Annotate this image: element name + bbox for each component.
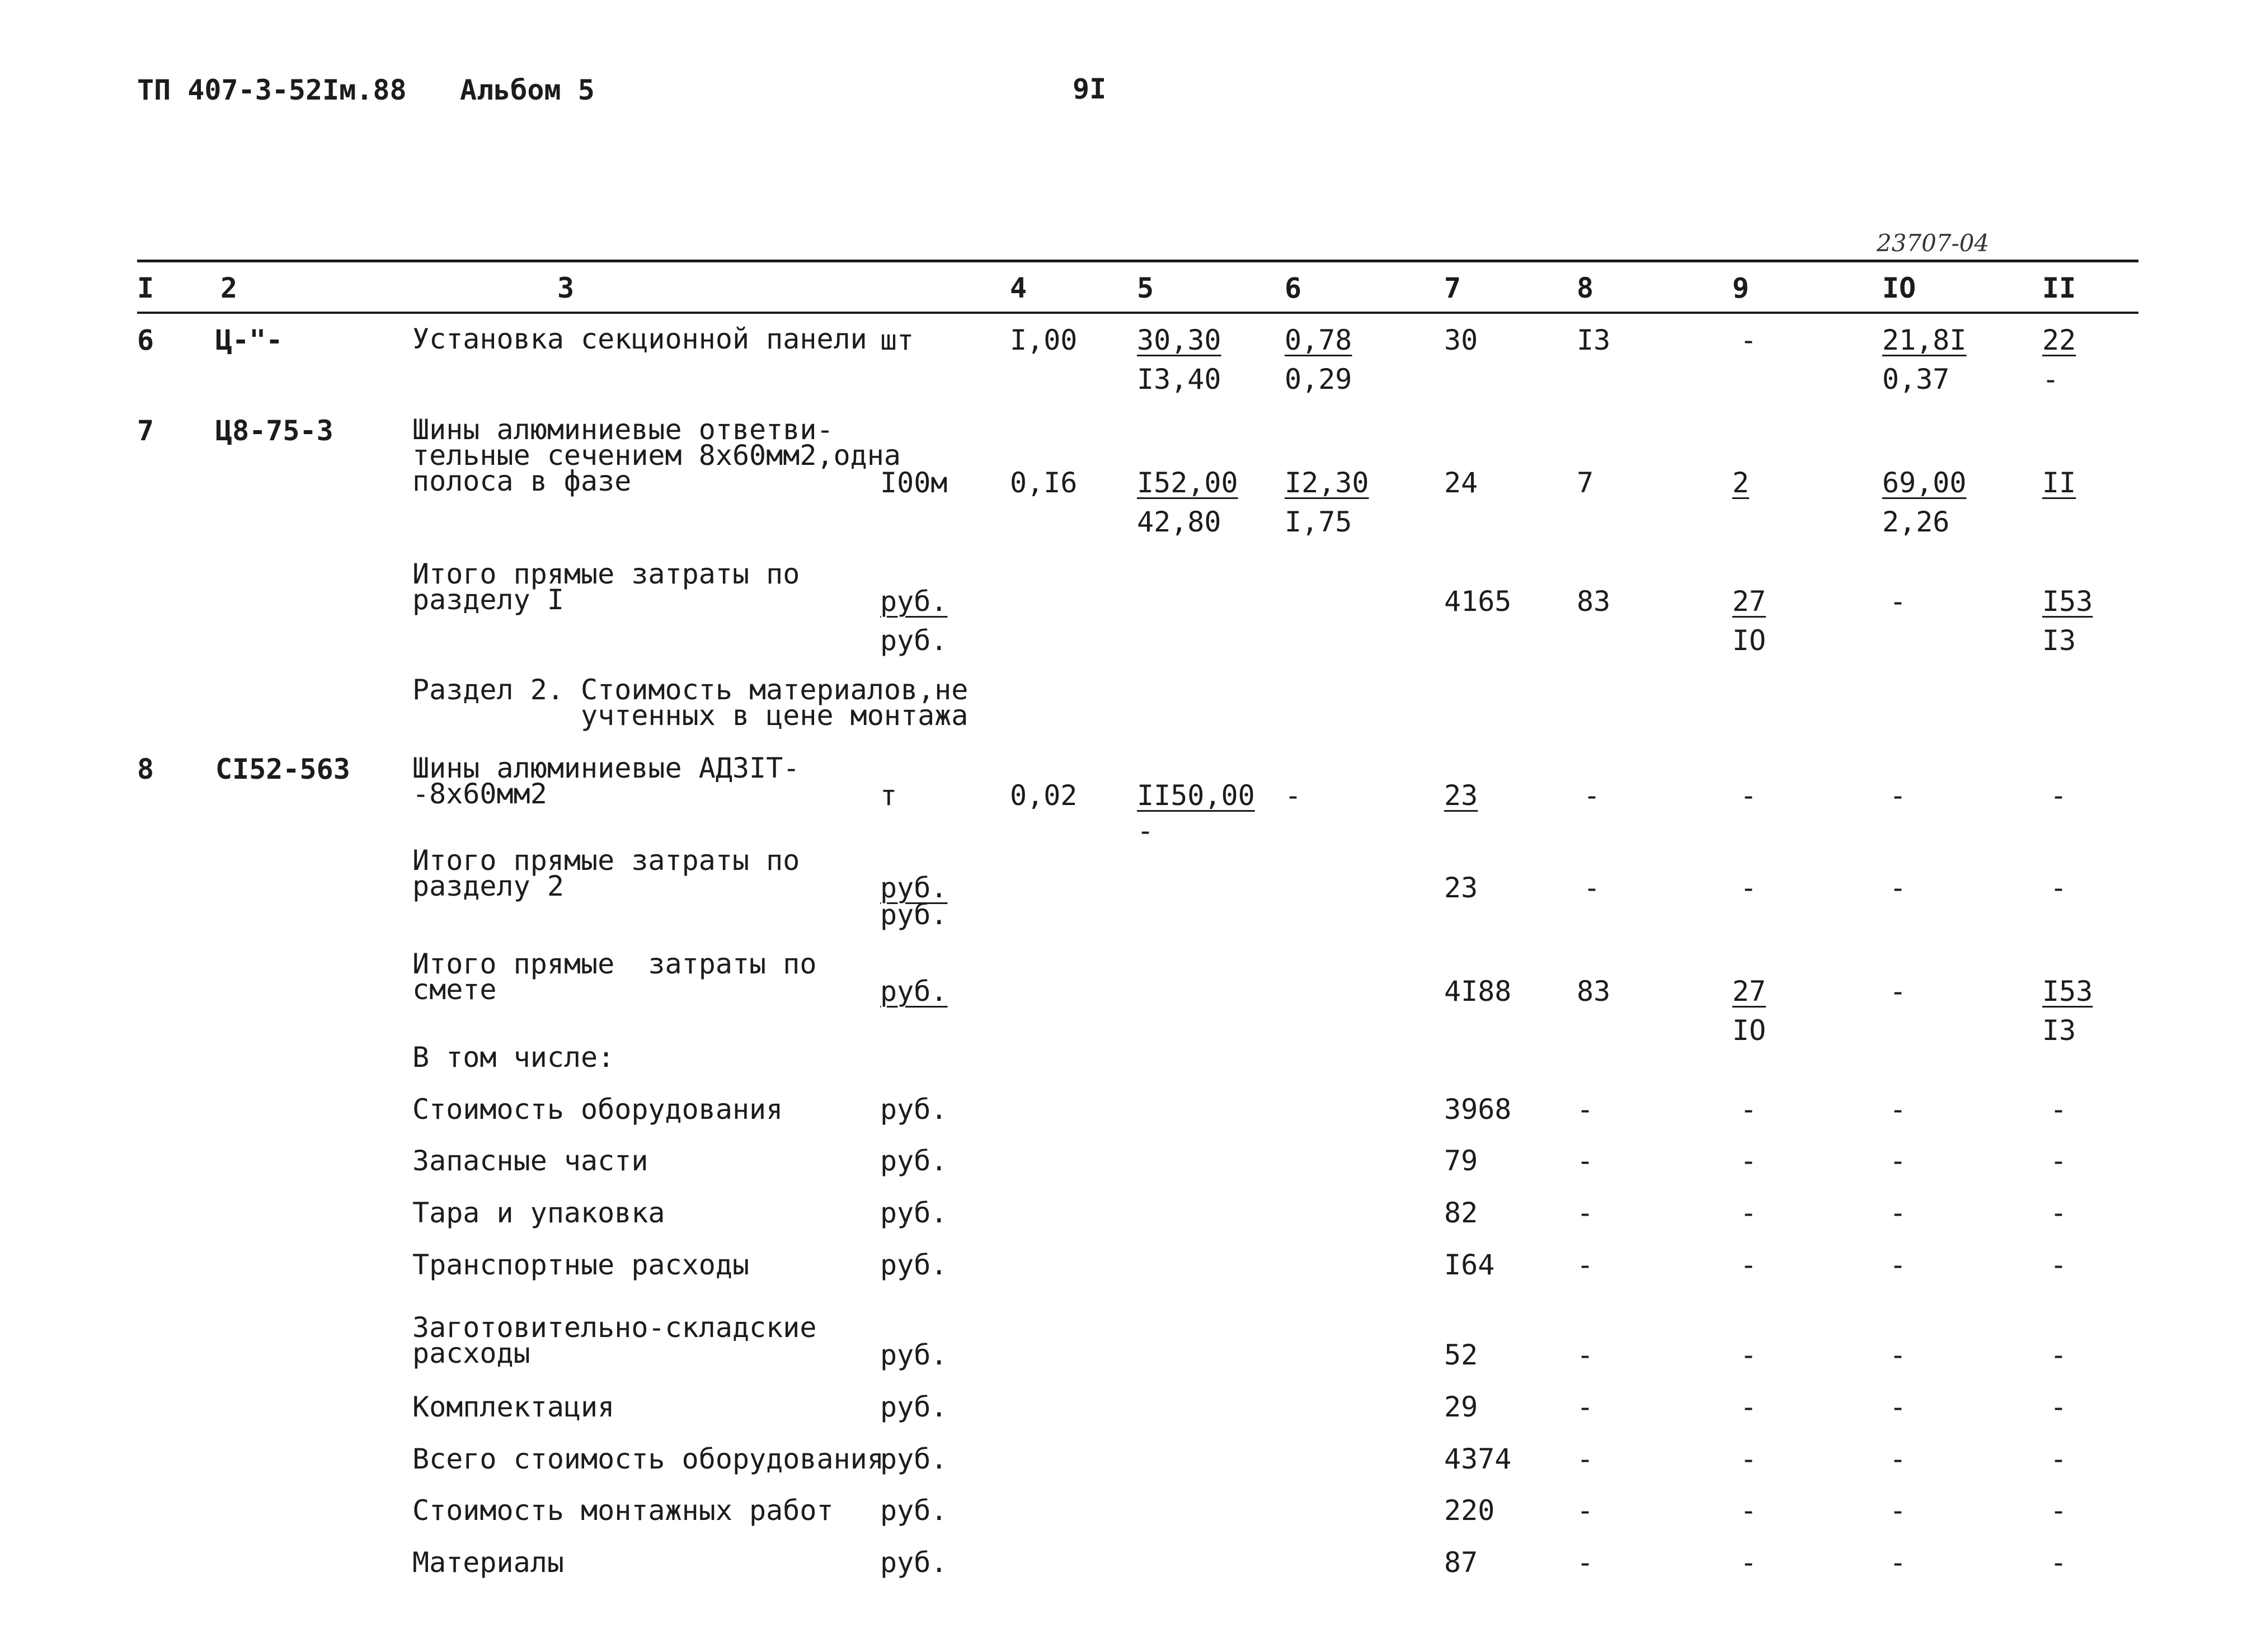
row-number: 8 <box>137 753 154 785</box>
unit: руб. <box>880 1443 948 1475</box>
item-name: Материалы <box>412 1546 564 1579</box>
col8-value: 7 <box>1577 467 1594 499</box>
col6-value: - <box>1285 779 1302 812</box>
document-code: ТП 407-3-52Iм.88 <box>137 74 407 106</box>
col9-value: - <box>1740 1391 1757 1423</box>
col10-value: - <box>1889 1249 1907 1281</box>
column-header: IO <box>1882 272 1916 304</box>
col10-value: - <box>1889 1339 1907 1371</box>
item-name: Транспортные расходы <box>412 1249 750 1281</box>
col10-value: - <box>1889 1093 1907 1126</box>
col10-value: - <box>1889 585 1907 618</box>
col8-value: 83 <box>1577 585 1611 618</box>
col7-value: 29 <box>1444 1391 1478 1423</box>
col6-subvalue: 0,29 <box>1285 363 1352 396</box>
col10-subvalue: 2,26 <box>1882 506 1950 538</box>
col6-subvalue: I,75 <box>1285 506 1352 538</box>
col5-subvalue: - <box>1137 815 1154 847</box>
col8-value: - <box>1583 779 1601 812</box>
unit: руб. <box>880 1494 948 1527</box>
col8-value: - <box>1577 1494 1594 1527</box>
col9-value: - <box>1740 1249 1757 1281</box>
item-name: Шины алюминиевые АДЗIТ- -8х60мм2 <box>412 752 800 810</box>
item-name: Всего стоимость оборудования <box>412 1443 884 1475</box>
column-header: II <box>2042 272 2076 304</box>
col11-value: - <box>2050 1443 2067 1475</box>
col11-value: II <box>2042 467 2076 499</box>
column-header: 9 <box>1732 272 1750 304</box>
col7-value: 52 <box>1444 1339 1478 1371</box>
col10-subvalue: 0,37 <box>1882 363 1950 396</box>
col8-value: - <box>1583 872 1601 904</box>
col8-value: 83 <box>1577 975 1611 1008</box>
col9-value: - <box>1740 1494 1757 1527</box>
col8-value: - <box>1577 1546 1594 1579</box>
col11-value: I53 <box>2042 585 2093 618</box>
col11-subvalue: I3 <box>2042 624 2076 657</box>
col9-value: - <box>1740 324 1757 356</box>
col9-value: - <box>1740 1093 1757 1126</box>
col10-value: 69,00 <box>1882 467 1967 499</box>
col11-value: - <box>2050 1494 2067 1527</box>
rate-code: Ц-"- <box>215 324 283 356</box>
col7-value: 79 <box>1444 1145 1478 1177</box>
col8-value: - <box>1577 1339 1594 1371</box>
col9-value: 27 <box>1732 585 1766 618</box>
column-header: I <box>137 272 154 304</box>
unit: шт <box>880 324 914 356</box>
section-heading: В том числе: <box>412 1041 615 1074</box>
col10-value: - <box>1889 1494 1907 1527</box>
col10-value: - <box>1889 1546 1907 1579</box>
item-name: Стоимость монтажных работ <box>412 1494 834 1527</box>
item-name: Стоимость оборудования <box>412 1093 783 1126</box>
column-header: 4 <box>1010 272 1027 304</box>
col10-value: 21,8I <box>1882 324 1967 356</box>
page-number: 9I <box>1073 73 1107 105</box>
col11-value: - <box>2050 1249 2067 1281</box>
rate-code: СI52-563 <box>215 753 350 785</box>
col5-subvalue: 42,80 <box>1137 506 1221 538</box>
col6-value: 0,78 <box>1285 324 1352 356</box>
col5-subvalue: I3,40 <box>1137 363 1221 396</box>
col7-value: 30 <box>1444 324 1478 356</box>
col8-value: - <box>1577 1197 1594 1229</box>
col10-value: - <box>1889 1197 1907 1229</box>
col11-value: - <box>2050 1339 2067 1371</box>
column-header: 5 <box>1137 272 1154 304</box>
column-header: 8 <box>1577 272 1594 304</box>
col9-value: - <box>1740 1197 1757 1229</box>
col11-value: - <box>2050 1093 2067 1126</box>
col5-value: I52,00 <box>1137 467 1238 499</box>
col9-value: 2 <box>1732 467 1750 499</box>
col7-value: 220 <box>1444 1494 1495 1527</box>
col10-value: - <box>1889 1391 1907 1423</box>
unit: т <box>880 779 897 812</box>
item-name: Комплектация <box>412 1391 615 1423</box>
col9-value: 27 <box>1732 975 1766 1008</box>
unit: I00м <box>880 467 948 499</box>
row-number: 7 <box>137 415 154 447</box>
col5-value: 30,30 <box>1137 324 1221 356</box>
rate-code: Ц8-75-3 <box>215 415 333 447</box>
item-name: Установка секционной панели <box>412 323 867 355</box>
col10-value: - <box>1889 779 1907 812</box>
col7-value: 4I88 <box>1444 975 1512 1008</box>
item-name: Тара и упаковка <box>412 1197 665 1229</box>
col10-value: - <box>1889 975 1907 1008</box>
col11-value: - <box>2050 1145 2067 1177</box>
col11-subvalue: - <box>2042 363 2060 396</box>
col11-value: - <box>2050 1391 2067 1423</box>
col8-value: - <box>1577 1443 1594 1475</box>
col8-value: - <box>1577 1145 1594 1177</box>
col11-value: I53 <box>2042 975 2093 1008</box>
row-number: 6 <box>137 324 154 356</box>
unit: руб. <box>880 1546 948 1579</box>
col11-value: - <box>2050 872 2067 904</box>
column-header: 3 <box>557 272 575 304</box>
unit: руб. <box>880 624 948 657</box>
col7-value: 23 <box>1444 779 1478 812</box>
column-header: 2 <box>220 272 238 304</box>
album-label: Альбом 5 <box>460 74 595 106</box>
col9-value: - <box>1740 779 1757 812</box>
col11-value: - <box>2050 779 2067 812</box>
col7-value: 82 <box>1444 1197 1478 1229</box>
archive-stamp: 23707-04 <box>1877 229 1990 257</box>
col7-value: I64 <box>1444 1249 1495 1281</box>
col11-value: 22 <box>2042 324 2076 356</box>
item-name: Запасные части <box>412 1145 648 1177</box>
col11-value: - <box>2050 1546 2067 1579</box>
col9-value: - <box>1740 1145 1757 1177</box>
header-bottom-rule <box>137 312 2138 314</box>
col7-value: 4165 <box>1444 585 1512 618</box>
col9-value: - <box>1740 1443 1757 1475</box>
quantity: I,00 <box>1010 324 1078 356</box>
quantity: 0,I6 <box>1010 467 1078 499</box>
column-header: 7 <box>1444 272 1461 304</box>
col8-value: I3 <box>1577 324 1611 356</box>
col9-value: - <box>1740 1339 1757 1371</box>
col5-value: II50,00 <box>1137 779 1255 812</box>
unit: руб. <box>880 1339 948 1371</box>
item-name: Шины алюминиевые ответви- тельные сечением 8х60мм2,одна полоса в фазе <box>412 413 901 497</box>
unit: руб. <box>880 872 948 904</box>
unit: руб. <box>880 585 948 618</box>
section-heading: Раздел 2. Стоимость материалов,не учтенных в цене монтажа <box>412 674 969 732</box>
column-header: 6 <box>1285 272 1302 304</box>
col7-value: 23 <box>1444 872 1478 904</box>
col8-value: - <box>1577 1391 1594 1423</box>
col8-value: - <box>1577 1093 1594 1126</box>
col9-value: - <box>1740 872 1757 904</box>
item-name: Итого прямые затраты по разделу I <box>412 558 800 616</box>
col10-value: - <box>1889 1145 1907 1177</box>
col10-value: - <box>1889 1443 1907 1475</box>
col11-value: - <box>2050 1197 2067 1229</box>
quantity: 0,02 <box>1010 779 1078 812</box>
unit: руб. <box>880 975 948 1008</box>
col7-value: 24 <box>1444 467 1478 499</box>
col11-subvalue: I3 <box>2042 1014 2076 1047</box>
item-name: Заготовительно-складские расходы <box>412 1311 817 1369</box>
table-top-rule <box>137 260 2138 262</box>
col9-subvalue: IO <box>1732 624 1766 657</box>
col7-value: 4374 <box>1444 1443 1512 1475</box>
unit: руб. <box>880 898 948 931</box>
unit: руб. <box>880 1197 948 1229</box>
col7-value: 87 <box>1444 1546 1478 1579</box>
unit: руб. <box>880 1093 948 1126</box>
col10-value: - <box>1889 872 1907 904</box>
unit: руб. <box>880 1249 948 1281</box>
col7-value: 3968 <box>1444 1093 1512 1126</box>
item-name: Итого прямые затраты по смете <box>412 948 817 1006</box>
col9-subvalue: IO <box>1732 1014 1766 1047</box>
item-name: Итого прямые затраты по разделу 2 <box>412 844 800 902</box>
col9-value: - <box>1740 1546 1757 1579</box>
unit: руб. <box>880 1145 948 1177</box>
col6-value: I2,30 <box>1285 467 1369 499</box>
col8-value: - <box>1577 1249 1594 1281</box>
unit: руб. <box>880 1391 948 1423</box>
